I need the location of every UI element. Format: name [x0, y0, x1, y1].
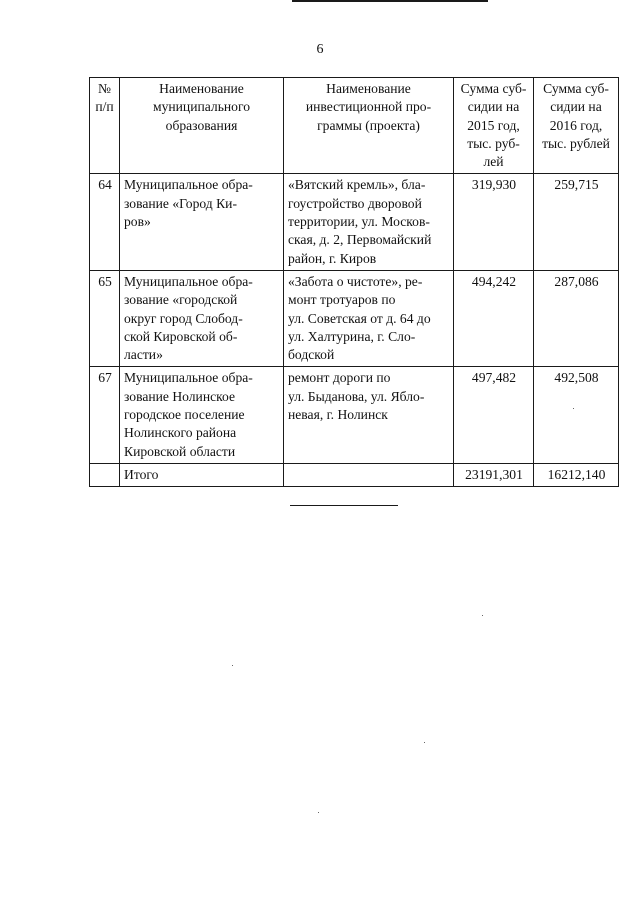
end-divider-line: [290, 505, 398, 506]
scan-speck: [232, 665, 233, 666]
row-sum-2015: 497,482: [454, 367, 534, 463]
scan-speck: [318, 812, 319, 813]
row-sum-2016: 259,715: [534, 174, 619, 270]
subsidy-table: [89, 77, 619, 487]
header-number: № п/п: [90, 78, 120, 174]
total-program: [284, 463, 454, 486]
row-number: 67: [90, 367, 120, 463]
row-sum-2016: 492,508: [534, 367, 619, 463]
page-number: 6: [316, 42, 324, 57]
row-number: 65: [90, 270, 120, 366]
table-row: [90, 270, 619, 366]
row-municipality: Муниципальное обра- зование «Город Ки- ров»: [120, 174, 284, 270]
total-number: [90, 463, 120, 486]
row-sum-2015: 494,242: [454, 270, 534, 366]
total-sum-2016: 16212,140: [534, 463, 619, 486]
total-sum-2015: 23191,301: [454, 463, 534, 486]
row-sum-2016: 287,086: [534, 270, 619, 366]
header-program: Наименование инвестиционной про- граммы (проекта): [284, 78, 454, 174]
scan-speck: [424, 742, 425, 743]
scan-speck: [482, 615, 483, 616]
row-municipality: Муниципальное обра- зование «городской округ город Слобод- ской Кировской об- ласти»: [120, 270, 284, 366]
total-row: [90, 463, 619, 486]
top-edge-mark: [292, 0, 488, 2]
table-row: [90, 367, 619, 463]
scan-speck: [573, 408, 574, 409]
row-program: «Забота о чистоте», ре- монт тротуаров по ул. Советская от д. 64 до ул. Халтурина, г. Сло- бодской: [284, 270, 454, 366]
table-header: [90, 78, 619, 174]
total-label: Итого: [120, 463, 284, 486]
header-municipality: Наименование муниципального образования: [120, 78, 284, 174]
row-sum-2015: 319,930: [454, 174, 534, 270]
header-row: [90, 78, 619, 174]
table-row: [90, 174, 619, 270]
row-program: «Вятский кремль», бла- гоустройство дворовой территории, ул. Москов- ская, д. 2, Первомайский район, г. Киров: [284, 174, 454, 270]
header-sum-2016: Сумма суб- сидии на 2016 год, тыс. рублей: [534, 78, 619, 174]
header-sum-2015: Сумма суб- сидии на 2015 год, тыс. руб- лей: [454, 78, 534, 174]
table-body: [90, 174, 619, 487]
row-program: ремонт дороги по ул. Быданова, ул. Ябло- невая, г. Нолинск: [284, 367, 454, 463]
row-number: 64: [90, 174, 120, 270]
row-municipality: Муниципальное обра- зование Нолинское городское поселение Нолинского района Кировской области: [120, 367, 284, 463]
